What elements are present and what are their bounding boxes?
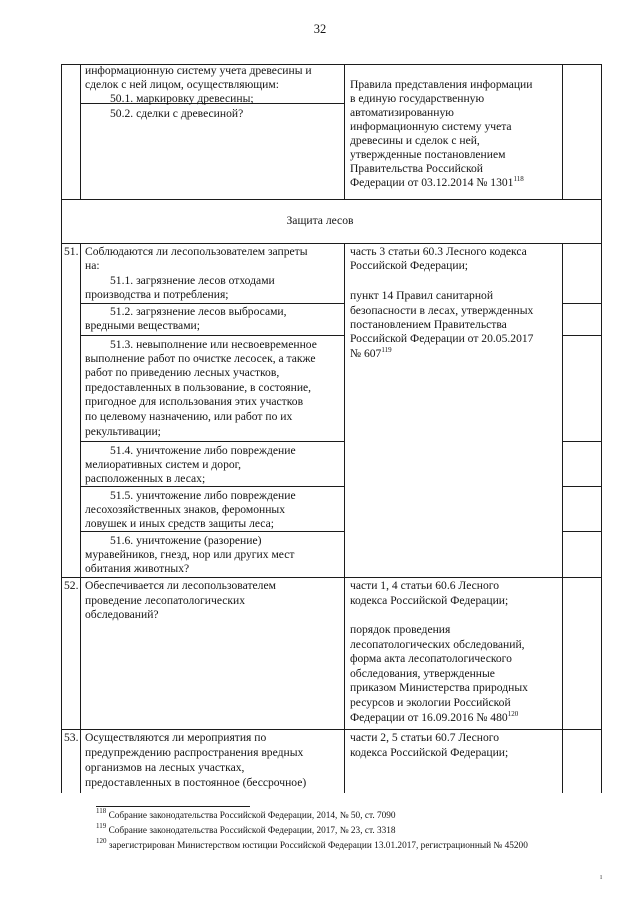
- row-51-sub-5-line-1: 51.5. уничтожение либо повреждение: [110, 489, 296, 502]
- row-51-basis-a-line-1: часть 3 статьи 60.3 Лесного кодекса: [350, 245, 527, 258]
- row-51-sub-6-line-1: 51.6. уничтожение (разорение): [110, 534, 262, 547]
- row-52-basis-b-line-5: приказом Министерства природных: [350, 681, 528, 694]
- corner-mark: ı: [600, 872, 603, 881]
- footnote-120-text: зарегистрирован Министерством юстиции Российской Федерации 13.01.2017, регистрационный № 45200: [106, 841, 528, 851]
- footnote-119: [96, 822, 396, 839]
- page-number: 32: [313, 22, 327, 36]
- row-51-question-line-1: Соблюдаются ли лесопользователем запреты: [85, 245, 308, 258]
- row-51-sub-6-line-3: обитания животных?: [85, 562, 190, 575]
- row-50-basis-line-2: в единую государственную: [350, 92, 485, 105]
- row-53-question-line-4: предоставленных в постоянное (бессрочное): [85, 776, 307, 789]
- row-50-basis-line-7: Правительства Российской: [350, 162, 483, 175]
- row-53-basis-line-2: кодекса Российской Федерации;: [350, 746, 509, 759]
- row-53-question-line-1: Осуществляются ли мероприятия по: [85, 731, 267, 744]
- row-52-question-line-3: обследований?: [85, 608, 159, 621]
- row-52-basis-b-line-7: [350, 711, 518, 725]
- footnote-ref-118: 118: [513, 175, 524, 183]
- row-52-basis-b-line-2: лесопатологических обследований,: [350, 638, 525, 651]
- row-51-sub-4-line-3: расположенных в лесах;: [85, 472, 206, 485]
- footnote-118: [96, 807, 396, 824]
- row-50-basis-line-5: древесины и сделок с ней,: [350, 134, 480, 147]
- row-50-basis-line-3: автоматизированную: [350, 106, 454, 119]
- row-52-basis-a-line-2: кодекса Российской Федерации;: [350, 594, 509, 607]
- row-51-sub-4-line-1: 51.4. уничтожение либо повреждение: [110, 444, 296, 457]
- row-51-basis-b-line-4: Российской Федерации от 20.05.2017: [350, 332, 534, 345]
- row-51-sub-3-line-6: по целевому назначению, или работ по их: [85, 410, 293, 423]
- footnote-ref-119: 119: [381, 346, 392, 354]
- row-52-question-line-2: проведение лесопатологических: [85, 594, 246, 607]
- row-51-sub-3-line-3: работ по приведению лесных участков,: [85, 366, 280, 379]
- row-52-question-line-1: Обеспечивается ли лесопользователем: [85, 579, 276, 592]
- row-50-question-line-2: сделок с ней лицом, осуществляющим:: [85, 78, 279, 91]
- footnote-119-text: Собрание законодательства Российской Федерации, 2017, № 23, ст. 3318: [106, 826, 396, 836]
- row-51-sub-1-line-2: производства и потребления;: [85, 288, 229, 301]
- row-51-sub-5-line-3: ловушек и иных средств защиты леса;: [85, 517, 274, 530]
- row-50-basis-line-4: информационную систему учета: [350, 120, 512, 133]
- row-51-sub-3-line-4: предоставленных в пользование, в состояние,: [85, 381, 312, 394]
- row-51-sub-3-line-5: пригодное для использования этих участков: [85, 395, 304, 408]
- row-50-question-line-1: информационную систему учета древесины и: [85, 64, 312, 77]
- row-53-question-line-3: организмов на лесных участках,: [85, 761, 245, 774]
- row-53-question-line-2: предупреждению распространения вредных: [85, 746, 304, 759]
- row-51-sub-2-line-2: вредными веществами;: [85, 319, 200, 332]
- row-52-number: 52.: [64, 579, 79, 592]
- footnote-120: [96, 837, 528, 854]
- row-52-basis-b-line-3: форма акта лесопатологического: [350, 652, 512, 665]
- row-50-basis-line-1: Правила представления информации: [350, 78, 533, 91]
- row-51-basis-last: № 607: [350, 347, 382, 360]
- row-51-basis-a-line-2: Российской Федерации;: [350, 259, 469, 272]
- footnote-118-ref: 118: [96, 807, 107, 815]
- row-51-basis-b-line-1: пункт 14 Правил санитарной: [350, 289, 494, 302]
- row-51-basis-b-line-5: [350, 347, 392, 361]
- row-51-sub-4-line-2: мелиоративных систем и дорог,: [85, 458, 242, 471]
- footnote-ref-120: 120: [507, 710, 519, 718]
- row-51-sub-3-line-2: выполнение работ по очистке лесосек, а также: [85, 352, 316, 365]
- row-51-sub-1-line-1: 51.1. загрязнение лесов отходами: [110, 274, 275, 287]
- row-51-question-line-2: на:: [85, 259, 100, 272]
- row-52-basis-b-line-4: обследования, утвержденные: [350, 667, 495, 680]
- row-51-sub-3-line-1: 51.3. невыполнение или несвоевременное: [110, 338, 317, 351]
- row-52-basis-a-line-1: части 1, 4 статьи 60.6 Лесного: [350, 579, 500, 592]
- row-51-basis-b-line-3: постановлением Правительства: [350, 318, 507, 331]
- row-52-basis-b-line-1: порядок проведения: [350, 623, 451, 636]
- footnote-118-text: Собрание законодательства Российской Федерации, 2014, № 50, ст. 7090: [106, 811, 396, 821]
- row-52-basis-last: Федерации от 16.09.2016 № 480: [350, 711, 508, 724]
- row-51-sub-5-line-2: лесохозяйственных знаков, феромонных: [85, 503, 286, 516]
- row-51-number: 51.: [64, 245, 79, 258]
- footnote-119-ref: 119: [96, 822, 107, 830]
- row-50-basis-last: Федерации от 03.12.2014 № 1301: [350, 176, 514, 189]
- row-53-number: 53.: [64, 731, 79, 744]
- row-51-sub-2-line-1: 51.2. загрязнение лесов выбросами,: [110, 305, 287, 318]
- row-51-sub-6-line-2: муравейников, гнезд, нор или других мест: [85, 548, 295, 561]
- row-52-basis-b-line-6: ресурсов и экологии Российской: [350, 696, 511, 709]
- row-51-sub-3-line-7: рекультивации;: [85, 425, 161, 438]
- footnote-120-ref: 120: [96, 837, 107, 845]
- row-51-basis-b-line-2: безопасности в лесах, утвержденных: [350, 304, 534, 317]
- row-50-sub-1: 50.1. маркировку древесины;: [110, 92, 254, 105]
- row-50-sub-2: 50.2. сделки с древесиной?: [110, 107, 244, 120]
- row-53-basis-line-1: части 2, 5 статьи 60.7 Лесного: [350, 731, 500, 744]
- section-title: Защита лесов: [286, 214, 354, 227]
- row-50-basis-line-6: утвержденные постановлением: [350, 148, 506, 161]
- row-50-basis-line-8: [350, 176, 524, 190]
